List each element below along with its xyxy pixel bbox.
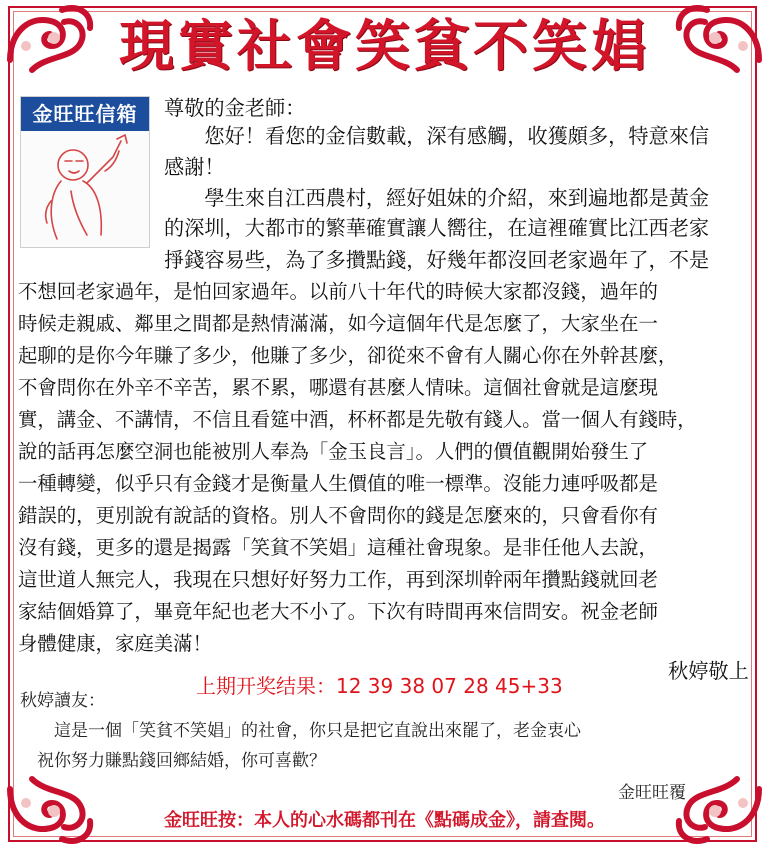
headline: 現實社會笑貧不笑娼 [118, 14, 650, 78]
letter-line: 起聊的是你今年賺了多少，他賺了多少，卻從來不會有人關心你在外幹甚麼， [18, 344, 678, 367]
letter-line: 實，講金、不講情，不信且看筵中酒，杯杯都是先敬有錢人。當一個人有錢時， [18, 408, 697, 431]
writer-sketch-icon [21, 131, 149, 247]
footer-note: 金旺旺按：本人的心水碼都刊在《點碼成金》，請查閱。 [164, 810, 605, 831]
letter-line: 一種轉變，似乎只有金錢才是衡量人生價值的唯一標準。沒能力連呼吸都是 [18, 472, 658, 495]
letter-line: 的深圳，大都市的繁華確實讓人嚮往，在這裡確實比江西老家 [164, 216, 710, 240]
letter-line: 時候走親戚、鄰里之間都是熱情滿滿，如今這個年代是怎麼了，大家坐在一 [18, 312, 658, 335]
letter-line: 家結個婚算了，畢竟年紀也老大不小了。下次有時間再來信問安。祝金老師 [18, 600, 658, 623]
letter-line: 掙錢容易些，為了多攢點錢，好幾年都沒回老家過年了，不是 [164, 248, 710, 272]
letter-salutation: 尊敬的金老師： [164, 96, 306, 120]
letter-signoff: 秋婷敬上 [668, 659, 749, 683]
reply-greeting: 秋婷讀友： [20, 691, 105, 711]
letter-line: 感謝！ [164, 155, 225, 179]
letter-line: 身體健康，家庭美滿！ [18, 632, 212, 655]
column-title: 金旺旺信箱 [21, 97, 149, 131]
letter-line: 您好！看您的金信數載，深有感觸，收獲頗多，特意來信 [164, 124, 710, 148]
letter-line: 沒有錢，更多的還是揭露「笑貧不笑娼」這種社會現象。是非任他人去說， [18, 536, 658, 559]
letter-line: 這世道人無完人，我現在只想好好努力工作，再到深圳幹兩年攢點錢就回老 [18, 568, 658, 591]
letter-line: 不想回老家過年，是怕回家過年。以前八十年代的時候大家都沒錢，過年的 [18, 280, 658, 303]
letter-line: 學生來自江西農村，經好姐妹的介紹，來到遍地都是黃金 [164, 186, 710, 210]
column-logo [20, 96, 150, 248]
letter-line: 不會問你在外辛不辛苦，累不累，哪還有甚麼人情味。這個社會就是這麼現 [18, 376, 658, 399]
lottery-result: 上期开奖结果：12 39 38 07 28 45+33 [196, 674, 563, 698]
reply-line: 祝你努力賺點錢回鄉結婚，你可喜歡？ [20, 751, 326, 771]
letter-line: 說的話再怎麼空洞也能被別人奉為「金玉良言」。人們的價值觀開始發生了 [18, 440, 649, 463]
reply-signature: 金旺旺覆 [618, 783, 686, 803]
reply-line: 這是一個「笑貧不笑娼」的社會，你只是把它直說出來罷了，老金衷心 [20, 721, 581, 741]
letter-line: 錯誤的，更別說有說話的資格。別人不會問你的錢是怎麼來的，只會看你有 [18, 504, 658, 527]
